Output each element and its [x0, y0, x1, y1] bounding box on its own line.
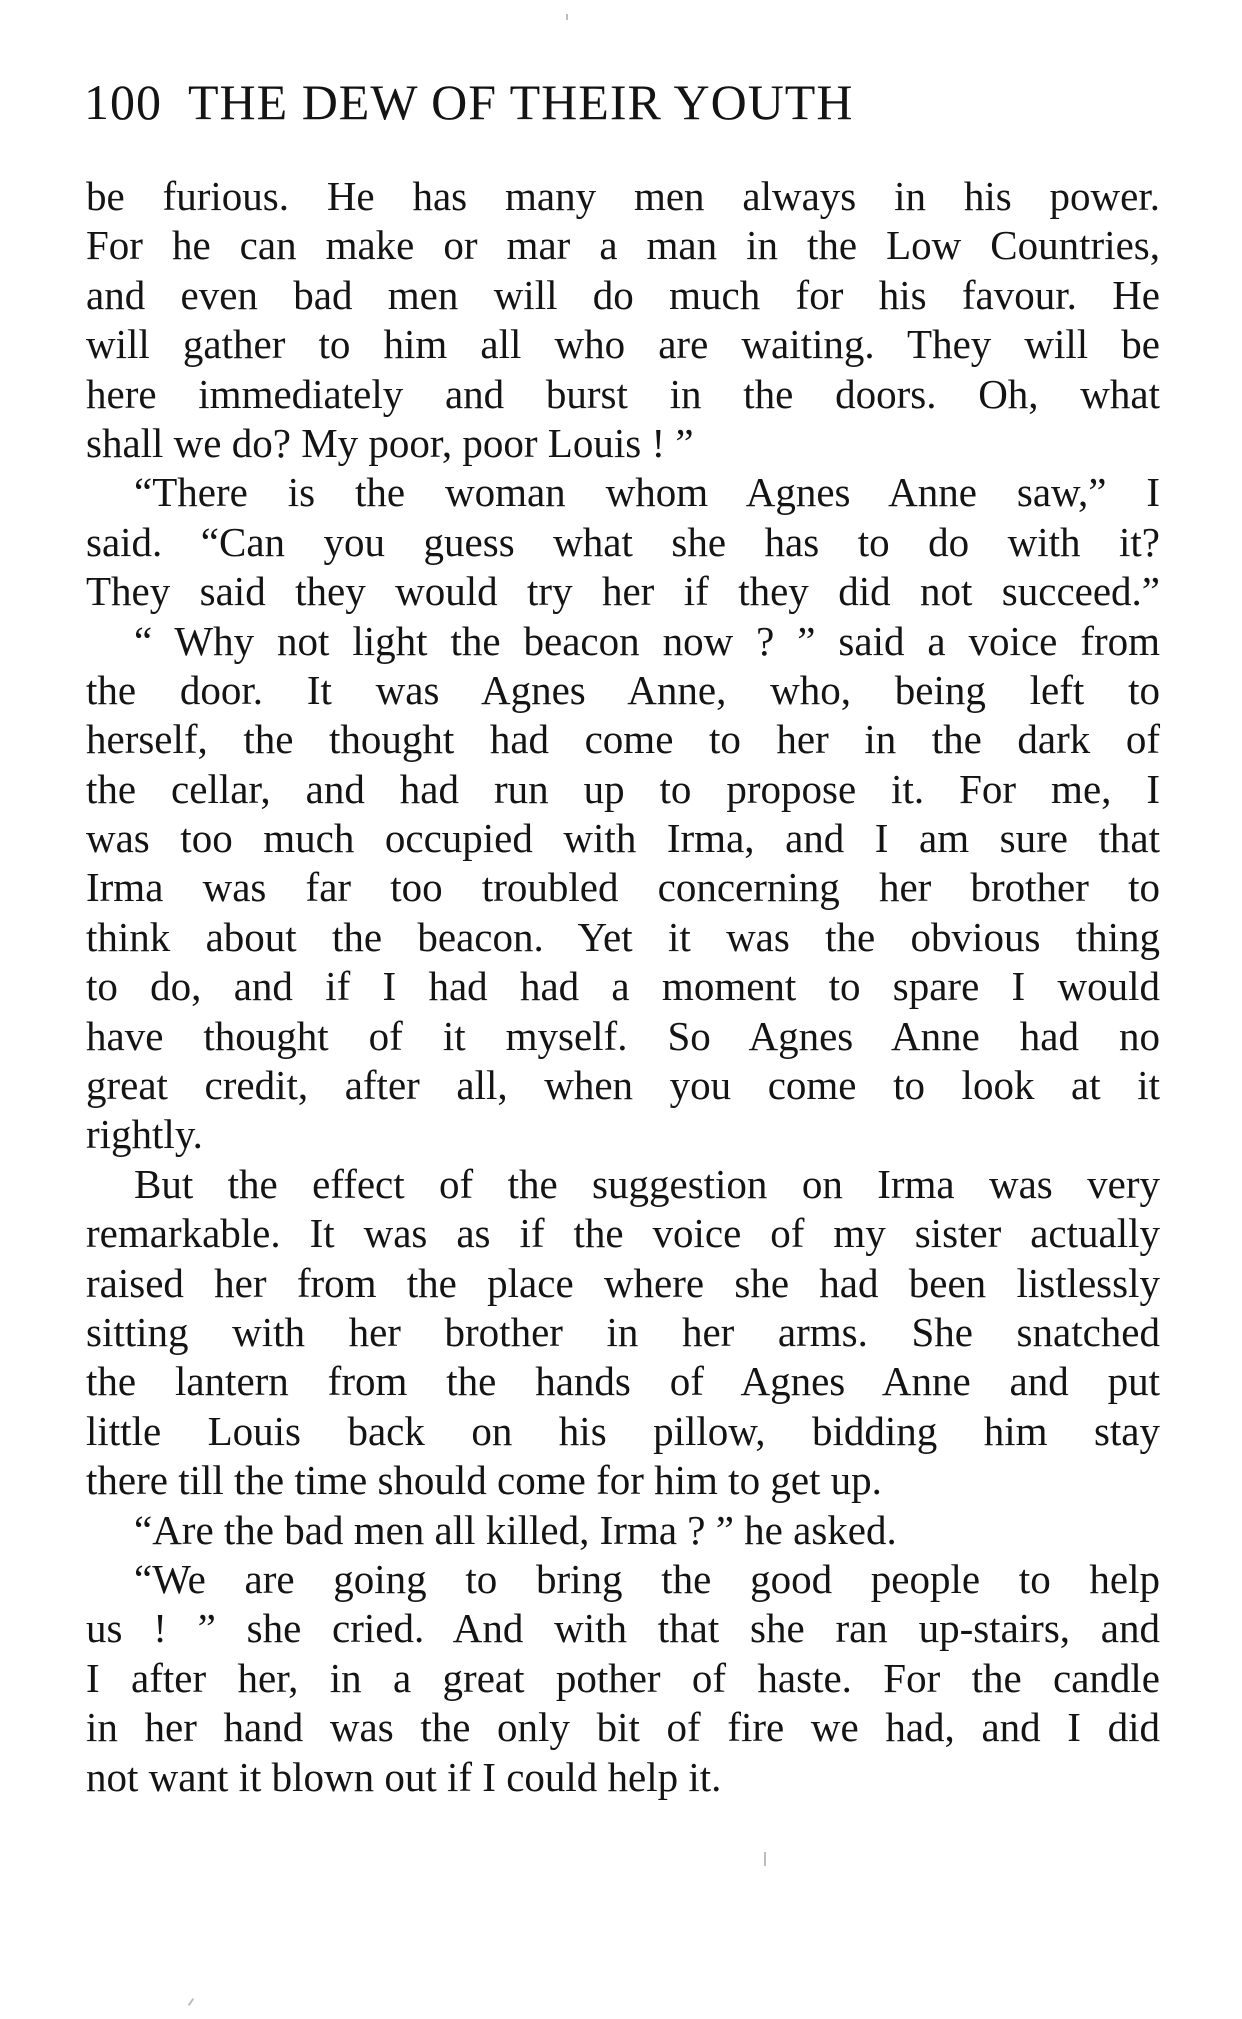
text-line: sitting with her brother in her arms. She snatched [86, 1308, 1160, 1355]
text-line: to do, and if I had had a moment to spare I would [86, 963, 1160, 1010]
text-line: For he can make or mar a man in the Low Countries, [86, 222, 1160, 269]
text-line: shall we do? My poor, poor Louis ! ” [86, 419, 694, 466]
text-line: “We are going to bring the good people to help [134, 1555, 1160, 1602]
text-line: the lantern from the hands of Agnes Anne and put [86, 1358, 1160, 1405]
text-line: and even bad men will do much for his favour. He [86, 271, 1160, 318]
text-line: great credit, after all, when you come to look at it [86, 1062, 1160, 1109]
print-speck [188, 1998, 194, 2006]
text-line: was too much occupied with Irma, and I am sure that [86, 815, 1160, 862]
text-line: But the effect of the suggestion on Irma was very [134, 1160, 1160, 1207]
text-line: Irma was far too troubled concerning her brother to [86, 864, 1160, 911]
text-line: “There is the woman whom Agnes Anne saw,” I [134, 469, 1160, 516]
text-line: us ! ” she cried. And with that she ran up-stairs, and [86, 1605, 1160, 1652]
text-line: the cellar, and had run up to propose it. For me, I [86, 765, 1160, 812]
text-line: the door. It was Agnes Anne, who, being left to [86, 666, 1160, 713]
text-line: remarkable. It was as if the voice of my sister actually [86, 1210, 1160, 1257]
text-line: “Are the bad men all killed, Irma ? ” he asked. [134, 1506, 897, 1553]
text-line: be furious. He has many men always in his power. [86, 173, 1160, 219]
text-line: said. “Can you guess what she has to do with it? [86, 518, 1160, 565]
text-line: raised her from the place where she had been listlessly [86, 1259, 1160, 1306]
text-line: They said they would try her if they did not succeed.” [86, 568, 1160, 615]
text-line: “ Why not light the beacon now ? ” said a voice from [134, 617, 1160, 664]
text-line: I after her, in a great pother of haste. For the candle [86, 1654, 1160, 1701]
text-line: there till the time should come for him to get up. [86, 1457, 882, 1504]
body-text [86, 172, 1160, 1802]
text-line: think about the beacon. Yet it was the obvious thing [86, 913, 1160, 960]
book-title: THE DEW OF THEIR YOUTH [188, 74, 854, 130]
page-number: 100 [84, 74, 162, 130]
text-line: will gather to him all who are waiting. They will be [86, 321, 1160, 368]
running-head [84, 66, 1184, 138]
print-speck [566, 14, 568, 20]
text-line: in her hand was the only bit of fire we had, and I did [86, 1704, 1160, 1751]
text-line: herself, the thought had come to her in the dark of [86, 716, 1160, 763]
text-line: have thought of it myself. So Agnes Anne had no [86, 1012, 1160, 1059]
text-line: rightly. [86, 1111, 203, 1158]
text-line: not want it blown out if I could help it. [86, 1753, 722, 1800]
print-speck [764, 1852, 766, 1866]
text-line: little Louis back on his pillow, bidding him stay [86, 1407, 1160, 1454]
text-line: here immediately and burst in the doors. Oh, what [86, 370, 1160, 417]
